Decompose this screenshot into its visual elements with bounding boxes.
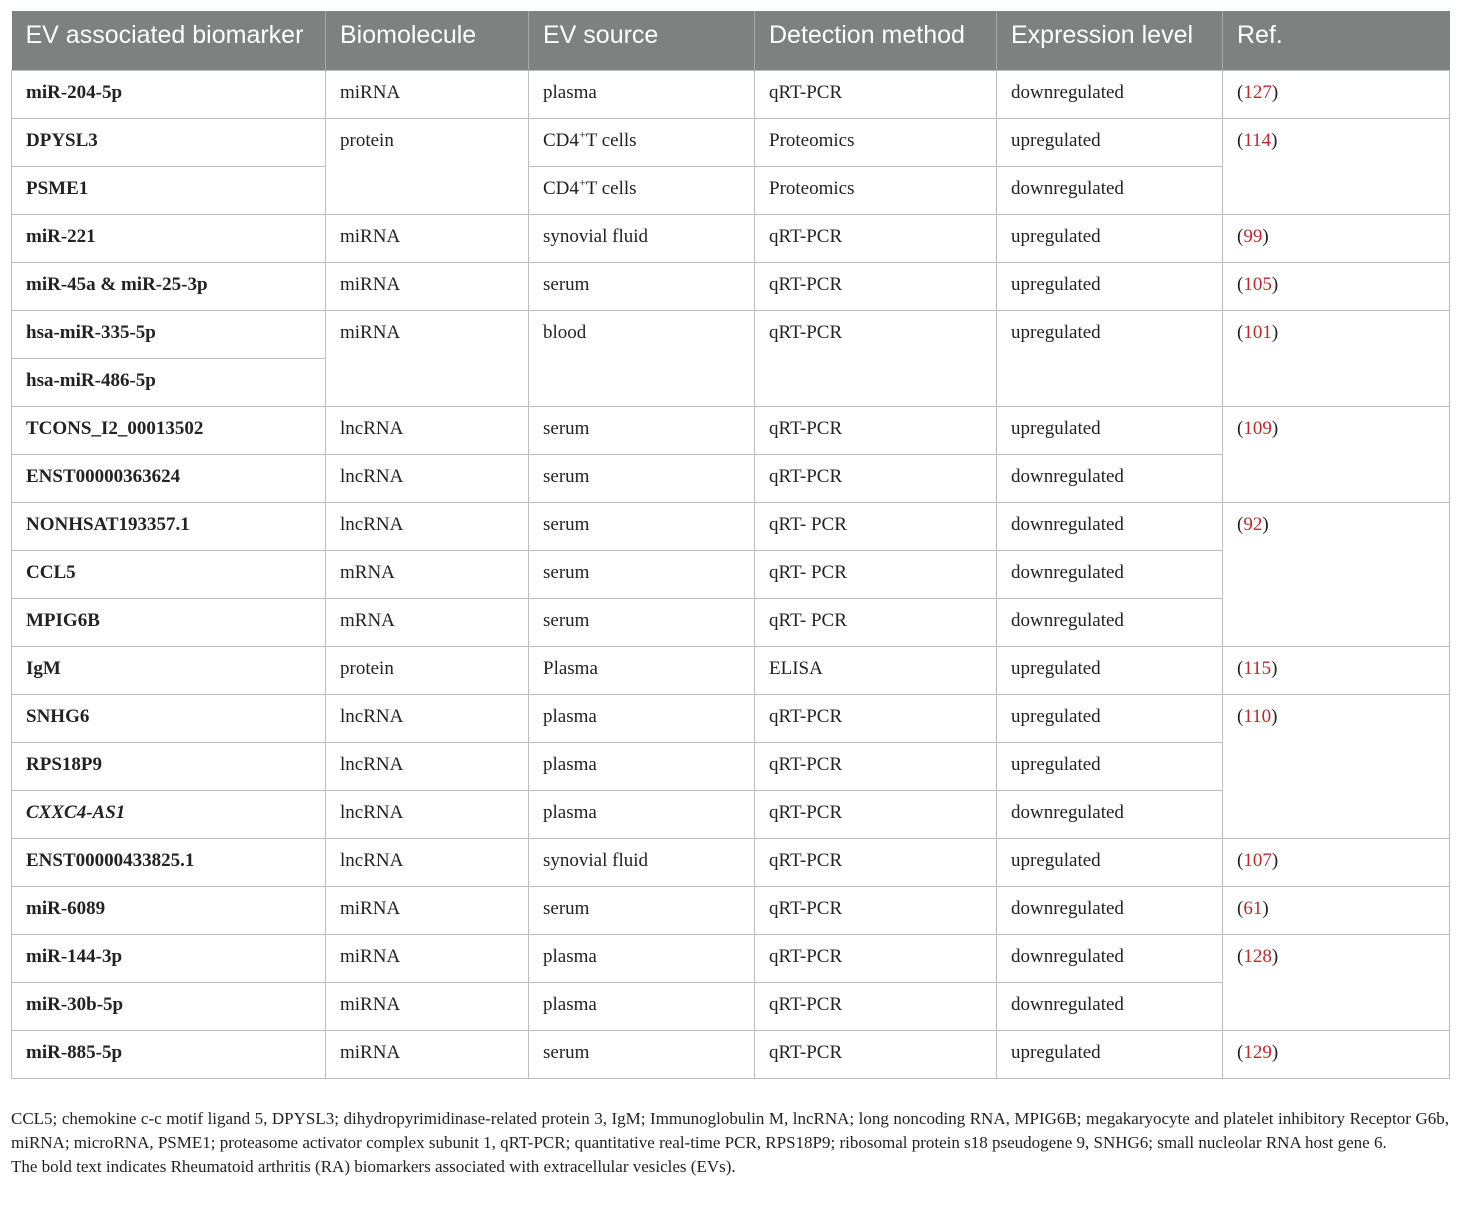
cell-method: qRT- PCR [755,502,997,550]
cell-level: upregulated [997,118,1223,166]
cell-source: serum [529,406,755,454]
ref-link[interactable]: 109 [1243,417,1272,439]
cell-biomolecule: miRNA [326,1030,529,1078]
cell-biomarker: miR-6089 [12,886,326,934]
cell-method: qRT-PCR [755,1030,997,1078]
cell-level: downregulated [997,70,1223,118]
cell-biomarker: miR-45a & miR-25-3p [12,262,326,310]
cell-ref: (128) [1223,934,1450,1030]
cell-source: CD4+T cells [529,166,755,214]
table-footnotes [11,1107,1449,1179]
cell-source: serum [529,550,755,598]
cell-method: qRT- PCR [755,550,997,598]
cell-source: synovial fluid [529,214,755,262]
cell-biomarker: DPYSL3 [12,118,326,166]
cell-level: upregulated [997,214,1223,262]
cell-level: upregulated [997,694,1223,742]
cell-source: serum [529,598,755,646]
header-detection-method: Detection method [755,11,997,70]
cell-level: downregulated [997,886,1223,934]
cell-biomolecule: lncRNA [326,790,529,838]
table-row [12,310,1450,358]
cell-level: upregulated [997,742,1223,790]
cell-biomarker: hsa-miR-335-5p [12,310,326,358]
cell-method: ELISA [755,646,997,694]
cell-method: qRT-PCR [755,406,997,454]
cell-ref: (101) [1223,310,1450,406]
cell-level: downregulated [997,934,1223,982]
table-row [12,214,1450,262]
cell-biomolecule: miRNA [326,70,529,118]
table-row [12,646,1450,694]
cell-source: blood [529,310,755,406]
cell-method: qRT-PCR [755,838,997,886]
cell-biomolecule: miRNA [326,934,529,982]
cell-level: upregulated [997,838,1223,886]
cell-source: serum [529,886,755,934]
cell-biomarker: RPS18P9 [12,742,326,790]
header-row [12,11,1450,70]
ref-link[interactable]: 101 [1243,321,1272,343]
cell-biomarker: miR-144-3p [12,934,326,982]
cell-ref: (92) [1223,502,1450,646]
table-row [12,1030,1450,1078]
ref-link[interactable]: 107 [1243,849,1272,871]
table-row [12,886,1450,934]
cell-level: downregulated [997,550,1223,598]
cell-biomolecule: lncRNA [326,502,529,550]
cell-biomolecule: mRNA [326,550,529,598]
cell-level: upregulated [997,1030,1223,1078]
table-row [12,838,1450,886]
cell-biomolecule: mRNA [326,598,529,646]
cell-source: plasma [529,982,755,1030]
cell-biomarker: NONHSAT193357.1 [12,502,326,550]
cell-biomarker: SNHG6 [12,694,326,742]
cell-method: qRT-PCR [755,694,997,742]
cell-biomolecule: lncRNA [326,694,529,742]
cell-method: qRT-PCR [755,742,997,790]
cell-source: plasma [529,790,755,838]
cell-source: CD4+T cells [529,118,755,166]
cell-biomarker: miR-221 [12,214,326,262]
cell-biomolecule: lncRNA [326,742,529,790]
abbreviations-note: CCL5; chemokine c-c motif ligand 5, DPYSL3; dihydropyrimidinase-related protein 3, IgM; Immunoglobulin M, lncRNA; long noncoding RNA, MPIG6B; megakaryocyte and platelet inhibitory Receptor G6b, miRNA; microRNA, PSME1; proteasome activator complex subunit 1, qRT-PCR; quantitative real-time PCR, RPS18P9; ribosomal protein s18 pseudogene 9, SNHG6; small nucleolar RNA host gene 6. [11,1109,1449,1152]
cell-biomolecule: protein [326,646,529,694]
cell-level: downregulated [997,598,1223,646]
cell-biomolecule: protein [326,118,529,214]
cell-method: qRT-PCR [755,262,997,310]
cell-source: plasma [529,934,755,982]
cell-biomolecule: miRNA [326,214,529,262]
cell-biomolecule: miRNA [326,982,529,1030]
cell-biomolecule: miRNA [326,310,529,406]
cell-method: qRT- PCR [755,598,997,646]
cell-biomarker: ENST00000433825.1 [12,838,326,886]
cell-level: upregulated [997,406,1223,454]
ref-link[interactable]: 99 [1243,225,1263,247]
cell-method: qRT-PCR [755,70,997,118]
cell-level: downregulated [997,454,1223,502]
cell-level: downregulated [997,502,1223,550]
cell-ref: (109) [1223,406,1450,502]
table-row [12,694,1450,742]
cell-level: downregulated [997,982,1223,1030]
cell-method: qRT-PCR [755,886,997,934]
ref-link[interactable]: 127 [1243,81,1272,103]
cell-ref: (114) [1223,118,1450,214]
cell-biomarker: TCONS_I2_00013502 [12,406,326,454]
cell-biomarker: IgM [12,646,326,694]
cell-ref: (127) [1223,70,1450,118]
cell-source: plasma [529,742,755,790]
cell-source: serum [529,502,755,550]
header-biomarker: EV associated biomarker [12,11,326,70]
cell-source: plasma [529,70,755,118]
ref-link[interactable]: 128 [1243,945,1272,967]
cell-ref: (61) [1223,886,1450,934]
cell-biomarker: CXXC4-AS1 [12,790,326,838]
ref-link[interactable]: 115 [1243,657,1272,679]
table-container [11,11,1449,1079]
cell-method: Proteomics [755,118,997,166]
cell-level: upregulated [997,262,1223,310]
cell-method: qRT-PCR [755,310,997,406]
cell-biomolecule: miRNA [326,262,529,310]
bold-text-note: The bold text indicates Rheumatoid arthritis (RA) biomarkers associated with extracellular vesicles (EVs). [11,1157,736,1176]
ref-link[interactable]: 129 [1243,1041,1272,1063]
cell-ref: (105) [1223,262,1450,310]
ref-link[interactable]: 114 [1243,129,1272,151]
cell-source: plasma [529,694,755,742]
table-row [12,70,1450,118]
cell-biomolecule: miRNA [326,886,529,934]
cell-biomarker: MPIG6B [12,598,326,646]
cell-method: qRT-PCR [755,982,997,1030]
ref-link[interactable]: 110 [1243,705,1272,727]
cell-biomarker: CCL5 [12,550,326,598]
header-ref: Ref. [1223,11,1450,70]
cell-biomarker: miR-204-5p [12,70,326,118]
cell-biomolecule: lncRNA [326,454,529,502]
cell-biomarker: miR-885-5p [12,1030,326,1078]
cell-source: Plasma [529,646,755,694]
cell-ref: (129) [1223,1030,1450,1078]
ref-link[interactable]: 61 [1243,897,1263,919]
header-ev-source: EV source [529,11,755,70]
cell-method: qRT-PCR [755,790,997,838]
cell-source: serum [529,262,755,310]
cell-method: qRT-PCR [755,454,997,502]
ref-link[interactable]: 105 [1243,273,1272,295]
cell-source: serum [529,454,755,502]
cell-biomarker: miR-30b-5p [12,982,326,1030]
cell-source: serum [529,1030,755,1078]
cell-biomarker: hsa-miR-486-5p [12,358,326,406]
header-biomolecule: Biomolecule [326,11,529,70]
cell-level: downregulated [997,790,1223,838]
cell-level: upregulated [997,310,1223,406]
cell-level: downregulated [997,166,1223,214]
cell-ref: (99) [1223,214,1450,262]
table-row [12,118,1450,166]
cell-level: upregulated [997,646,1223,694]
cell-biomolecule: lncRNA [326,838,529,886]
biomarker-table [11,11,1450,1079]
ref-link[interactable]: 92 [1243,513,1263,535]
cell-source: synovial fluid [529,838,755,886]
cell-method: Proteomics [755,166,997,214]
header-expression-level: Expression level [997,11,1223,70]
cell-ref: (107) [1223,838,1450,886]
cell-method: qRT-PCR [755,214,997,262]
table-row [12,262,1450,310]
table-row [12,502,1450,550]
table-row [12,406,1450,454]
cell-ref: (115) [1223,646,1450,694]
cell-biomarker: PSME1 [12,166,326,214]
cell-ref: (110) [1223,694,1450,838]
table-row [12,934,1450,982]
cell-method: qRT-PCR [755,934,997,982]
cell-biomolecule: lncRNA [326,406,529,454]
cell-biomarker: ENST00000363624 [12,454,326,502]
